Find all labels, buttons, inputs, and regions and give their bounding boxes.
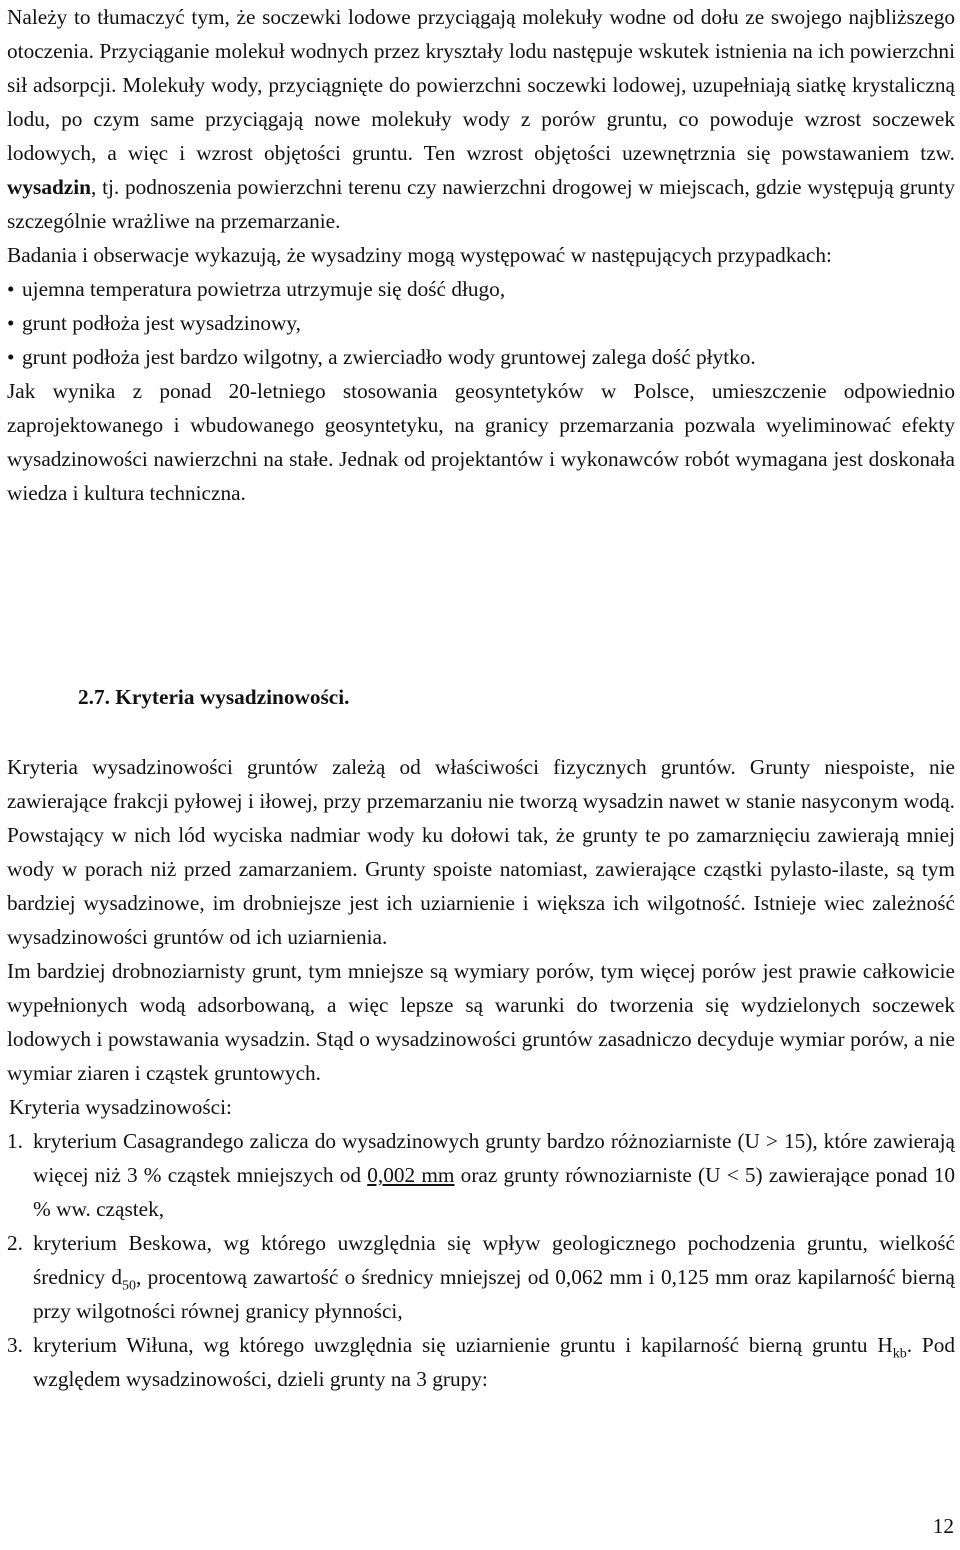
item-number: 1. — [7, 1129, 23, 1153]
subscript: kb — [892, 1346, 907, 1362]
text-block-top — [7, 0, 955, 510]
bullet-list — [7, 272, 955, 374]
list-item — [7, 340, 955, 374]
item-text: kryterium Casagrandego zalicza do wysadzinowych grunty bardzo różnoziarniste (U > 15), które zawierają więcej niż 3 % cząstek mniejszych od — [33, 1129, 955, 1187]
paragraph-text: Należy to tłumaczyć tym, że soczewki lodowe przyciągają molekuły wodne od dołu ze swojego najbliższego otoczenia. Przyciąganie molekuł wodnych przez kryształy lodu następuje wskutek istnienia na ich powierzchni sił adsorpcji. Molekuły wody, przyciągnięte do powierzchni soczewki lodowej, uzupełniają siatkę krystaliczną lodu, po czym same przyciągają nowe molekuły wody z porów gruntu, co powoduje wzrost soczewek lodowych, a więc i wzrost objętości gruntu. Ten wzrost objętości uzewnętrznia się powstawaniem tzw. — [7, 5, 955, 165]
paragraph-frost-lenses — [7, 0, 955, 238]
item-text: kryterium Beskowa, wg którego uwzględnia się wpływ geologicznego pochodzenia gruntu, wielkość średnicy d — [33, 1231, 955, 1289]
subscript: 50 — [122, 1278, 137, 1294]
bullet-icon: • — [7, 311, 15, 335]
section-heading: 2.7. Kryteria wysadzinowości. — [78, 685, 350, 709]
list-item-text: grunt podłoża jest wysadzinowy, — [22, 311, 301, 335]
paragraph-observations: Badania i obserwacje wykazują, że wysadziny mogą występować w następujących przypadkach: — [7, 243, 832, 267]
bold-term: wysadzin — [7, 175, 92, 199]
list-item-text: ujemna temperatura powietrza utrzymuje się dość długo, — [22, 277, 506, 301]
underlined-value: 0,002 mm — [367, 1163, 455, 1187]
criteria-label: Kryteria wysadzinowości: — [9, 1095, 232, 1119]
item-number: 3. — [7, 1333, 23, 1357]
criteria-item — [7, 1226, 955, 1328]
item-text: . Pod względem wysadzinowości, dzieli grunty na 3 grupy: — [33, 1333, 955, 1391]
text-block-criteria — [7, 750, 955, 1396]
bullet-icon: • — [7, 345, 15, 369]
list-item-text: grunt podłoża jest bardzo wilgotny, a zwierciadło wody gruntowej zalega dość płytko. — [22, 345, 756, 369]
item-text: , procentową zawartość o średnicy mniejszej od 0,062 mm i 0,125 mm oraz kapilarność bierną przy wilgotności równej granicy płynności, — [33, 1265, 955, 1323]
paragraph-geosynthetics: Jak wynika z ponad 20-letniego stosowania geosyntetyków w Polsce, umieszczenie odpowiednio zaprojektowanego i wbudowanego geosyntetyku, na granicy przemarzania pozwala wyeliminować efekty wysadzinowości nawierzchni na stałe. Jednak od projektantów i wykonawców robót wymagana jest doskonała wiedza i kultura techniczna. — [7, 379, 955, 505]
item-text: oraz grunty równoziarniste (U < 5) zawierające ponad 10 % ww. cząstek, — [33, 1163, 956, 1221]
item-number: 2. — [7, 1231, 23, 1255]
list-item — [7, 306, 955, 340]
criteria-item — [7, 1328, 955, 1396]
criteria-item — [7, 1124, 955, 1226]
paragraph-text: , tj. podnoszenia powierzchni terenu czy nawierzchni drogowej w miejscach, gdzie występują grunty szczególnie wrażliwe na przemarzanie. — [7, 175, 955, 233]
paragraph-criteria-intro: Kryteria wysadzinowości gruntów zależą od właściwości fizycznych gruntów. Grunty niespoiste, nie zawierające frakcji pyłowej i iłowej, przy przemarzaniu nie tworzą wysadzin nawet w stanie nasyconym wodą. Powstający w nich lód wyciska nadmiar wody ku dołowi tak, że grunty te po zamarznięciu zawierają mniej wody w porach niż przed zamarzaniem. Grunty spoiste natomiast, zawierające cząstki pylasto-ilaste, są tym bardziej wysadzinowe, im drobniejsze jest ich uziarnienie i większa ich wilgotność. Istnieje wiec zależność wysadzinowości gruntów od ich uziarnienia. — [7, 755, 955, 949]
item-text: kryterium Wiłuna, wg którego uwzględnia się uziarnienie gruntu i kapilarność bierną gruntu H — [33, 1333, 893, 1357]
criteria-list — [7, 1124, 955, 1396]
bullet-icon: • — [7, 277, 15, 301]
list-item — [7, 272, 955, 306]
page-number: 12 — [932, 1514, 954, 1538]
paragraph-pores: Im bardziej drobnoziarnisty grunt, tym mniejsze są wymiary porów, tym więcej porów jest prawie całkowicie wypełnionych wodą adsorbowaną, a więc lepsze są warunki do tworzenia się wydzielonych soczewek lodowych i powstawania wysadzin. Stąd o wysadzinowości gruntów zasadniczo decyduje wymiar porów, a nie wymiar ziaren i cząstek gruntowych. — [7, 959, 955, 1085]
